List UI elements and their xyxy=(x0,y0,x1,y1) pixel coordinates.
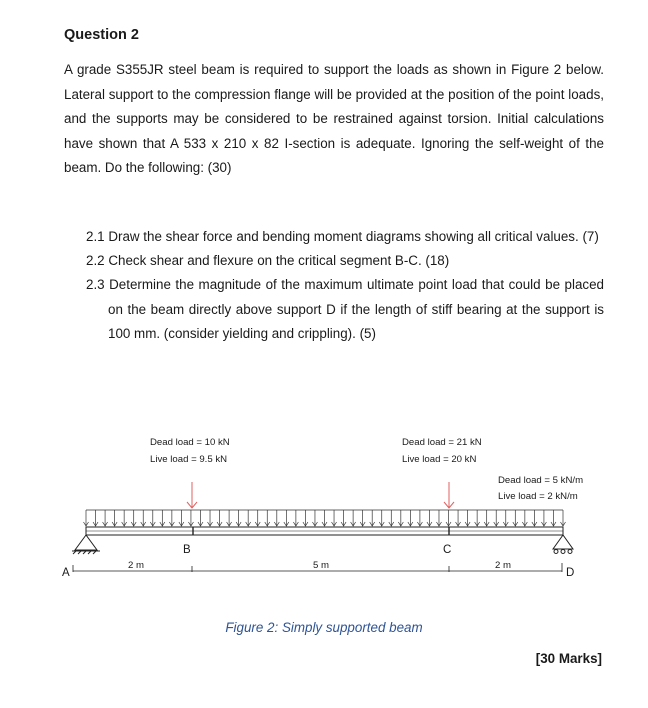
span-cd-label: 2 m xyxy=(495,560,511,571)
load-b-live-label: Live load = 9.5 kN xyxy=(150,454,228,465)
question-heading: Question 2 xyxy=(64,27,139,43)
span-bc-label: 5 m xyxy=(313,560,329,571)
point-label-d: D xyxy=(566,567,575,579)
beam-figure xyxy=(0,420,648,600)
point-label-a: A xyxy=(62,567,70,579)
span-ab-label: 2 m xyxy=(128,560,144,571)
udl-live-label: Live load = 2 kN/m xyxy=(498,491,578,502)
figure-caption: Figure 2: Simply supported beam xyxy=(225,620,423,635)
udl-arrows xyxy=(84,510,566,526)
point-label-b: B xyxy=(183,544,191,556)
task-2-2: 2.2 Check shear and flexure on the critical segment B-C. (18) xyxy=(86,253,450,269)
point-load-b-arrow xyxy=(187,482,197,508)
load-b-dead-label: Dead load = 10 kN xyxy=(150,437,230,448)
question-intro: A grade S355JR steel beam is required to support the loads as shown in Figure 2 below. Lateral support to the compression flange will be provided at the position of the point loads, and the supports may be considered to be restrained against torsion. Initial calculations have shown that A 533 x 210 x 82 I-section is adequate. Ignoring the self-weight of the beam. Do the following: (30) xyxy=(64,62,604,176)
pin-support-a xyxy=(72,535,100,554)
total-marks: [30 Marks] xyxy=(535,651,602,666)
load-c-live-label: Live load = 20 kN xyxy=(402,454,477,465)
task-2-3: 2.3 Determine the magnitude of the maximum ultimate point load that could be placed on the beam directly above support D if the length of stiff bearing at the support is 100 mm. (consider yielding and crippling). (5) xyxy=(86,277,604,341)
load-c-dead-label: Dead load = 21 kN xyxy=(402,437,482,448)
point-load-c-arrow xyxy=(444,482,454,508)
roller-support-d xyxy=(553,535,573,554)
task-list xyxy=(86,225,604,346)
task-2-1: 2.1 Draw the shear force and bending moment diagrams showing all critical values. (7) xyxy=(86,229,599,244)
udl-dead-label: Dead load = 5 kN/m xyxy=(498,475,584,486)
point-label-c: C xyxy=(443,544,452,556)
